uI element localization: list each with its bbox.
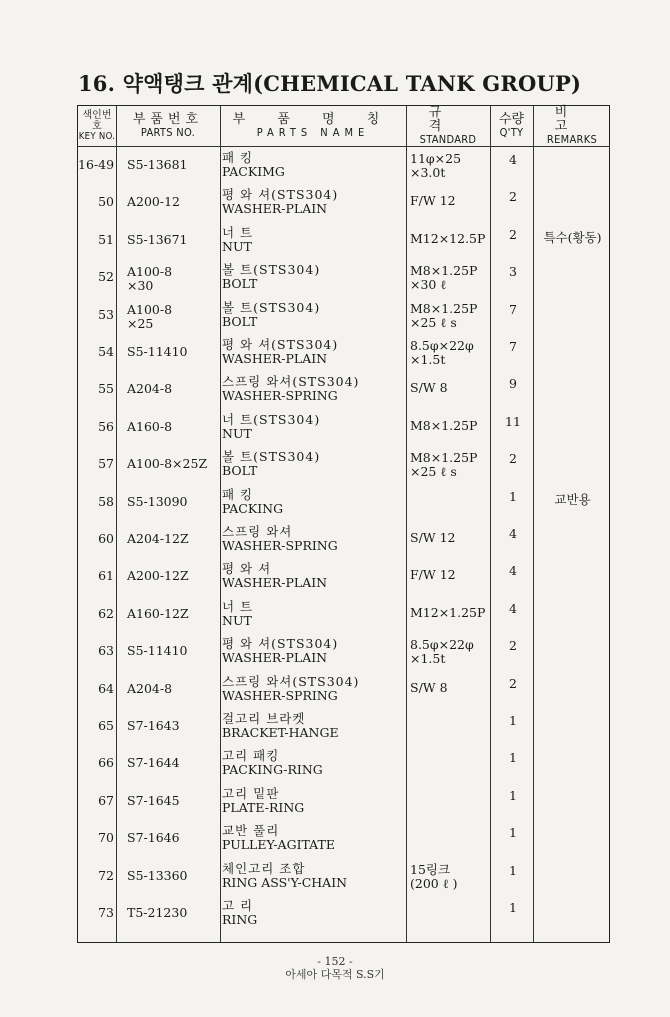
header-qty: 수량 Q'TY bbox=[498, 111, 525, 140]
part-name: 평 와 셔 WASHER-PLAIN bbox=[222, 561, 328, 591]
quantity: 2 bbox=[509, 638, 517, 654]
quantity: 1 bbox=[509, 713, 517, 728]
part-no: S7-1646 bbox=[127, 830, 180, 846]
standard: 8.5φ×22φ ×1.5t bbox=[410, 338, 474, 367]
key-no: 53 bbox=[98, 306, 114, 322]
table-row bbox=[78, 896, 609, 933]
footer-caption: 아세아 다목적 S.S기 bbox=[285, 968, 385, 981]
table-row bbox=[78, 223, 609, 260]
part-name: 볼 트(STS304) BOLT bbox=[222, 449, 321, 479]
quantity: 1 bbox=[509, 900, 517, 915]
part-no: S5-13360 bbox=[127, 867, 188, 883]
quantity: 2 bbox=[509, 451, 517, 467]
table-row bbox=[78, 410, 609, 447]
header-part: 부품번호 PARTS NO. bbox=[132, 111, 204, 140]
remark: 교반용 bbox=[554, 491, 591, 507]
quantity: 1 bbox=[509, 787, 517, 803]
standard: 15링크 (200 ℓ ) bbox=[410, 861, 458, 891]
standard: F/W 12 bbox=[410, 567, 456, 583]
part-name: 너 트(STS304) NUT bbox=[222, 411, 321, 441]
part-no: A204-8 bbox=[127, 680, 173, 696]
key-no: 70 bbox=[98, 830, 114, 846]
part-name: 스프링 와셔 WASHER-SPRING bbox=[222, 524, 338, 553]
part-name: 교반 풀리 PULLEY-AGITATE bbox=[222, 823, 335, 853]
part-no: S7-1643 bbox=[127, 718, 180, 733]
standard: M8×1.25P ×25 ℓ s bbox=[410, 300, 478, 330]
part-no: S5-13671 bbox=[127, 231, 188, 247]
part-name: 고리 패킹 PACKING-RING bbox=[222, 748, 323, 778]
quantity: 4 bbox=[509, 152, 517, 167]
table-row bbox=[78, 672, 609, 709]
part-no: A160-12Z bbox=[127, 605, 189, 621]
part-no: S7-1645 bbox=[127, 792, 180, 808]
key-no: 54 bbox=[98, 344, 114, 359]
key-no: 50 bbox=[98, 194, 114, 210]
part-no: S5-13681 bbox=[127, 157, 188, 172]
part-name: 패 킹 PACKIMG bbox=[222, 150, 285, 179]
part-no: S5-11410 bbox=[127, 344, 188, 359]
page-footer bbox=[0, 955, 670, 981]
part-name: 볼 트(STS304) BOLT bbox=[222, 299, 321, 329]
part-name: 평 와 셔(STS304) WASHER-PLAIN bbox=[222, 636, 339, 666]
key-no: 67 bbox=[98, 792, 114, 808]
page-title: 16. 약액탱크 관계(CHEMICAL TANK GROUP) bbox=[78, 71, 582, 96]
quantity: 1 bbox=[509, 488, 517, 504]
key-no: 66 bbox=[98, 755, 114, 771]
quantity: 2 bbox=[509, 189, 517, 205]
standard: F/W 12 bbox=[410, 193, 456, 209]
part-no: S7-1644 bbox=[127, 755, 180, 771]
header-standard: 규 격 STANDARD bbox=[419, 104, 477, 147]
table-row bbox=[78, 709, 609, 746]
quantity: 2 bbox=[509, 675, 517, 691]
key-no: 63 bbox=[98, 643, 114, 659]
part-name: 스프링 와셔(STS304) WASHER-SPRING bbox=[222, 374, 360, 404]
key-no: 57 bbox=[98, 456, 114, 472]
part-no: A204-12Z bbox=[127, 531, 189, 546]
quantity: 2 bbox=[509, 226, 517, 242]
key-no: 73 bbox=[98, 905, 114, 920]
part-no: A204-8 bbox=[127, 381, 173, 397]
table-row bbox=[78, 597, 609, 634]
part-name: 고리 밑판 PLATE-RING bbox=[222, 785, 305, 815]
table-row bbox=[78, 746, 609, 783]
part-no: A100-8×25Z bbox=[127, 456, 208, 472]
part-no: A200-12 bbox=[127, 194, 181, 210]
part-name: 걸고리 브라켓 BRACKET-HANGE bbox=[222, 711, 339, 740]
key-no: 65 bbox=[98, 718, 114, 733]
table-row bbox=[78, 522, 609, 559]
standard: S/W 12 bbox=[410, 530, 456, 545]
part-name: 평 와 셔(STS304) WASHER-PLAIN bbox=[222, 337, 339, 366]
key-no: 64 bbox=[98, 680, 114, 696]
key-no: 61 bbox=[98, 568, 114, 584]
key-no: 16-49 bbox=[78, 157, 115, 172]
table-row bbox=[78, 185, 609, 222]
header-remarks: 비 고 REMARKS bbox=[546, 104, 598, 147]
remark: 특수(황동) bbox=[543, 229, 602, 245]
part-name: 평 와 셔(STS304) WASHER-PLAIN bbox=[222, 187, 339, 217]
part-no: S5-13090 bbox=[127, 493, 188, 509]
table-row bbox=[78, 372, 609, 409]
table-row bbox=[78, 784, 609, 821]
parts-table bbox=[77, 105, 610, 943]
table-row bbox=[78, 485, 609, 522]
part-no: T5-21230 bbox=[127, 905, 188, 920]
standard: M8×1.25P ×30 ℓ bbox=[410, 263, 478, 293]
key-no: 56 bbox=[98, 418, 114, 434]
key-no: 58 bbox=[98, 493, 114, 509]
standard: 11φ×25 ×3.0t bbox=[410, 151, 462, 180]
standard: S/W 8 bbox=[410, 679, 448, 695]
part-name: 스프링 와셔(STS304) WASHER-SPRING bbox=[222, 673, 360, 703]
table-row bbox=[78, 859, 609, 896]
part-name: 볼 트(STS304) BOLT bbox=[222, 262, 321, 292]
table-row bbox=[78, 260, 609, 297]
part-name: 패 킹 PACKING bbox=[222, 486, 284, 516]
quantity: 11 bbox=[505, 413, 521, 429]
part-name: 고 리 RING bbox=[222, 898, 258, 927]
header-name: 부 품 명 칭 PARTS NAME bbox=[232, 111, 394, 140]
key-no: 60 bbox=[98, 531, 114, 546]
key-no: 72 bbox=[98, 867, 114, 883]
table-row bbox=[78, 298, 609, 335]
standard: M8×1.25P bbox=[410, 417, 478, 433]
table-row bbox=[78, 148, 609, 185]
table-row bbox=[78, 447, 609, 484]
header-divider bbox=[78, 146, 609, 147]
part-name: 너 트 NUT bbox=[222, 598, 254, 628]
table-row bbox=[78, 821, 609, 858]
part-name: 체인고리 조합 RING ASS'Y-CHAIN bbox=[222, 860, 348, 890]
quantity: 9 bbox=[509, 376, 517, 392]
key-no: 55 bbox=[98, 381, 114, 397]
quantity: 7 bbox=[509, 301, 517, 317]
table-row bbox=[78, 634, 609, 671]
standard: S/W 8 bbox=[410, 380, 448, 396]
part-no: A100-8 ×30 bbox=[127, 264, 173, 294]
quantity: 3 bbox=[509, 264, 517, 280]
part-name: 너 트 NUT bbox=[222, 224, 254, 254]
table-row bbox=[78, 335, 609, 372]
quantity: 4 bbox=[509, 526, 517, 541]
part-no: A200-12Z bbox=[127, 568, 189, 584]
key-no: 62 bbox=[98, 605, 114, 621]
quantity: 1 bbox=[509, 750, 517, 766]
standard: M12×12.5P bbox=[410, 230, 486, 246]
standard: M12×1.25P bbox=[410, 604, 486, 620]
quantity: 4 bbox=[509, 563, 517, 579]
part-no: S5-11410 bbox=[127, 643, 188, 659]
part-no: A160-8 bbox=[127, 418, 173, 434]
key-no: 52 bbox=[98, 269, 114, 285]
quantity: 4 bbox=[509, 600, 517, 616]
header-key: 색인번호 KEY NO. bbox=[78, 109, 116, 142]
standard: M8×1.25P ×25 ℓ s bbox=[410, 450, 478, 480]
quantity: 1 bbox=[509, 862, 517, 878]
table-row bbox=[78, 559, 609, 596]
key-no: 51 bbox=[98, 231, 114, 247]
standard: 8.5φ×22φ ×1.5t bbox=[410, 637, 474, 667]
page-number: - 152 - bbox=[317, 955, 353, 968]
part-no: A100-8 ×25 bbox=[127, 301, 173, 331]
quantity: 1 bbox=[509, 825, 517, 841]
quantity: 7 bbox=[509, 339, 517, 354]
